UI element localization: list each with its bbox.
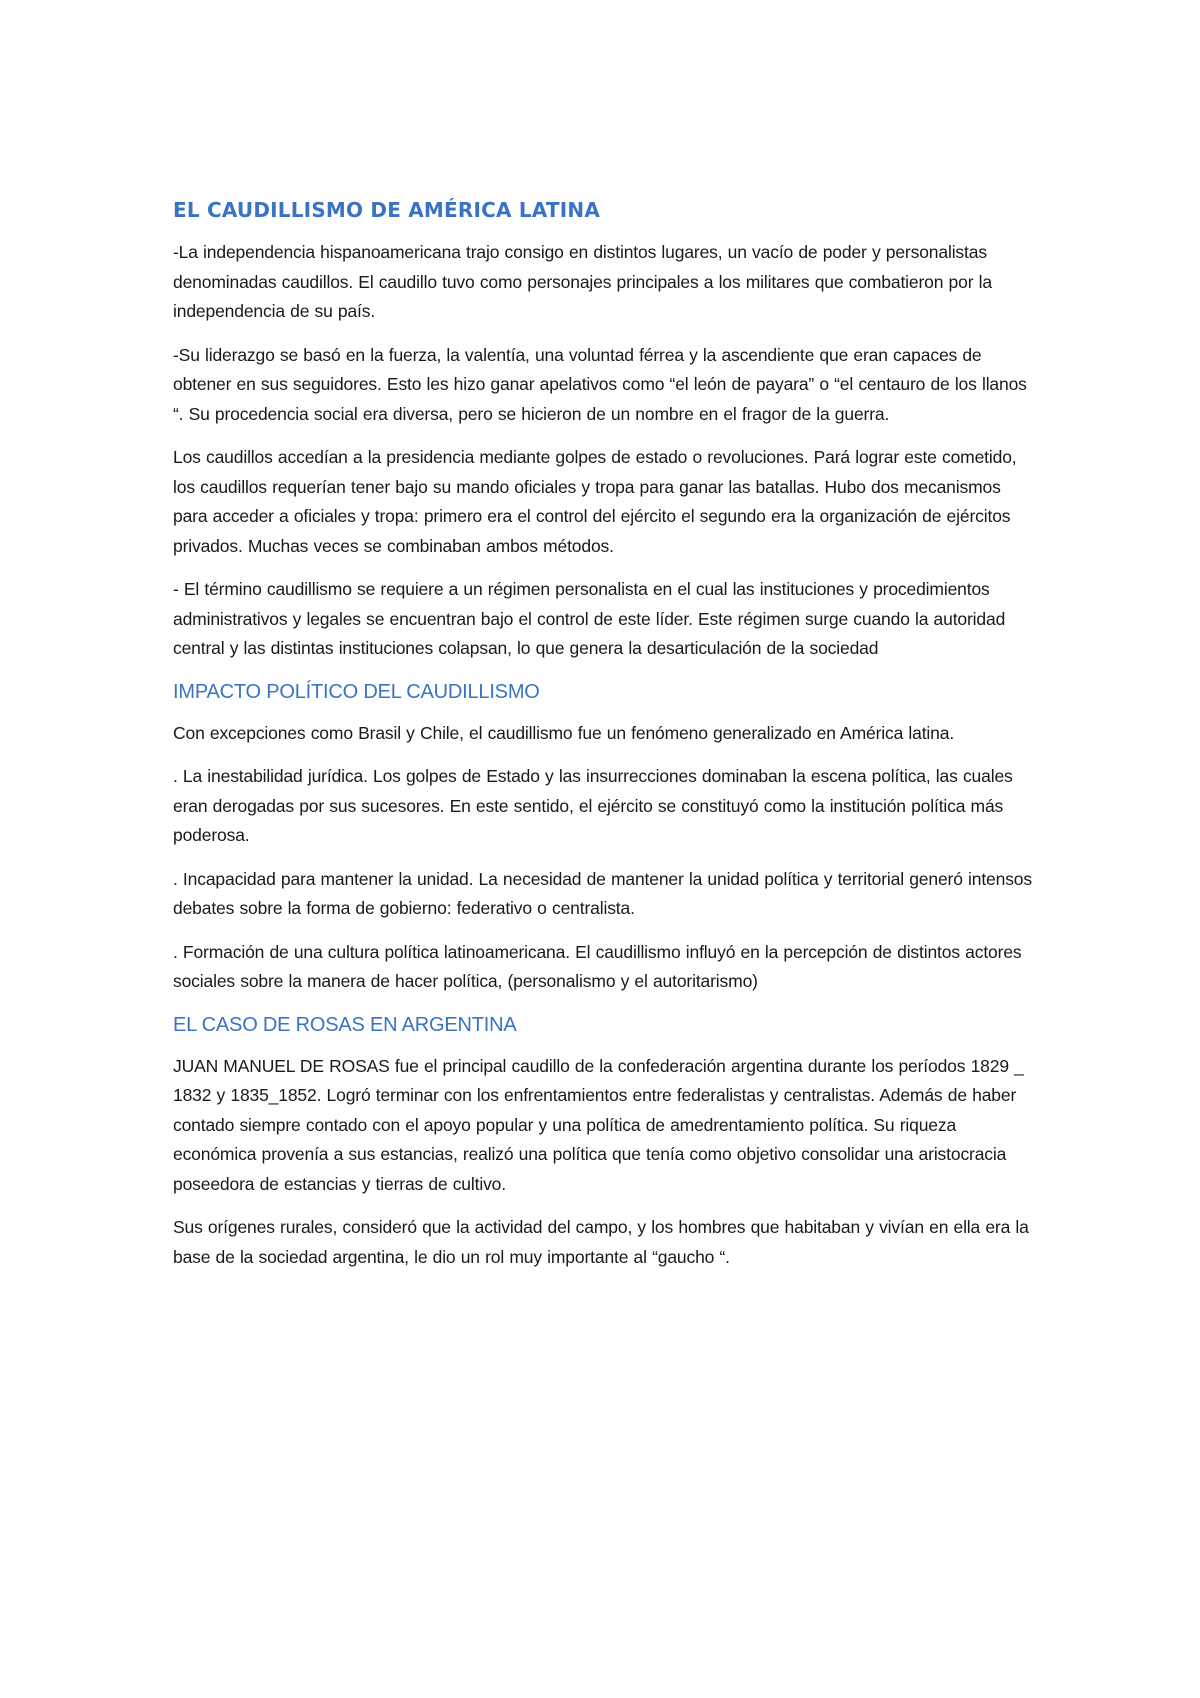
- rosas-section: [173, 1011, 1037, 1273]
- document-title: EL CAUDILLISMO DE AMÉRICA LATINA: [173, 198, 600, 222]
- impacto-section: [173, 678, 1037, 997]
- intro-paragraph-3: Los caudillos accedían a la presidencia mediante golpes de estado o revoluciones. Pará lograr este cometido, los caudillos requerían tener bajo su mando oficiales y tropa para ganar las batallas. Hubo dos mecanismos para acceder a oficiales y tropa: primero era el control del ejército el segundo era la organización de ejércitos privados. Muchas veces se combinaban ambos métodos.: [173, 447, 1017, 556]
- rosas-paragraph-1: JUAN MANUEL DE ROSAS fue el principal caudillo de la confederación argentina durante los períodos 1829 _ 1832 y 1835_1852. Logró terminar con los enfrentamientos entre federalistas y centralistas. Además de haber contado siempre contado con el apoyo popular y una política de amedrentamiento política. Su riqueza económica provenía a sus estancias, realizó una política que tenía como objetivo consolidar una aristocracia poseedora de estancias y tierras de cultivo.: [173, 1055, 1024, 1194]
- intro-paragraph-1: -La independencia hispanoamericana trajo consigo en distintos lugares, un vacío de poder y personalistas denominadas caudillos. El caudillo tuvo como personajes principales a los militares que combatieron por la independencia de su país.: [173, 242, 992, 321]
- intro-paragraph-4: - El término caudillismo se requiere a un régimen personalista en el cual las instituciones y procedimientos administrativos y legales se encuentran bajo el control de este líder. Este régimen surge cuando la autoridad central y las distintas instituciones colapsan, lo que genera la desarticulación de la sociedad: [173, 579, 1006, 658]
- rosas-heading: EL CASO DE ROSAS EN ARGENTINA: [173, 1013, 517, 1036]
- impacto-paragraph-4: . Formación de una cultura política latinoamericana. El caudillismo influyó en la percepción de distintos actores sociales sobre la manera de hacer política, (personalismo y el autoritarismo): [173, 941, 1022, 991]
- impacto-paragraph-1: Con excepciones como Brasil y Chile, el caudillismo fue un fenómeno generalizado en América latina.: [173, 722, 955, 743]
- intro-section: [173, 238, 1037, 664]
- document-body: [173, 196, 1037, 1286]
- impacto-heading: IMPACTO POLÍTICO DEL CAUDILLISMO: [173, 680, 540, 703]
- rosas-paragraph-2: Sus orígenes rurales, consideró que la actividad del campo, y los hombres que habitaban y vivían en ella era la base de la sociedad argentina, le dio un rol muy importante al “gaucho “.: [173, 1217, 1029, 1267]
- intro-paragraph-2: -Su liderazgo se basó en la fuerza, la valentía, una voluntad férrea y la ascendiente que eran capaces de obtener en sus seguidores. Esto les hizo ganar apelativos como “el león de payara” o “el centauro de los llanos “. Su procedencia social era diversa, pero se hicieron de un nombre en el fragor de la guerra.: [173, 344, 1027, 424]
- impacto-paragraph-3: . Incapacidad para mantener la unidad. La necesidad de mantener la unidad política y territorial generó intensos debates sobre la forma de gobierno: federativo o centralista.: [173, 868, 1032, 918]
- impacto-paragraph-2: . La inestabilidad jurídica. Los golpes de Estado y las insurrecciones dominaban la escena política, las cuales eran derogadas por sus sucesores. En este sentido, el ejército se constituyó como la institución política más poderosa.: [173, 766, 1013, 845]
